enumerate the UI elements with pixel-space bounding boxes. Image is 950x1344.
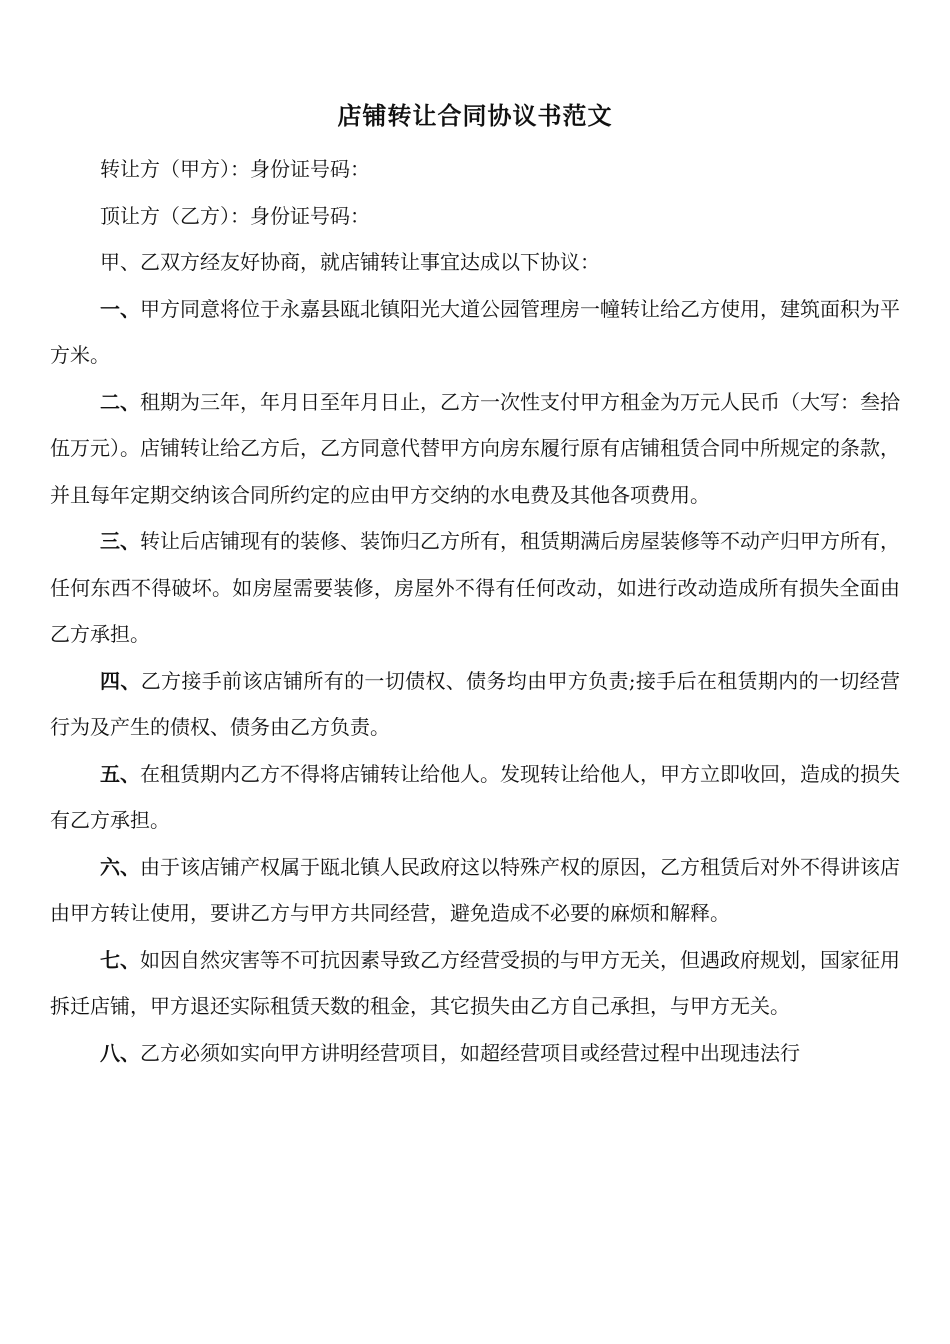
clause-number: 三、 <box>100 529 140 553</box>
clause-text: 如因自然灾害等不可抗因素导致乙方经营受损的与甲方无关，但遇政府规划，国家征用拆迁店铺，甲方退还实际租赁天数的租金，其它损失由乙方自己承担，与甲方无关。 <box>50 947 900 1018</box>
clause-text: 由于该店铺产权属于瓯北镇人民政府这以特殊产权的原因，乙方租赁后对外不得讲该店由甲方转让使用，要讲乙方与甲方共同经营，避免造成不必要的麻烦和解释。 <box>50 854 900 925</box>
clause-5 <box>50 751 900 844</box>
clause-2 <box>50 379 900 519</box>
clause-text: 在租赁期内乙方不得将店铺转让给他人。发现转让给他人，甲方立即收回，造成的损失有乙方承担。 <box>50 761 900 832</box>
clause-text: 转让后店铺现有的装修、装饰归乙方所有，租赁期满后房屋装修等不动产归甲方所有，任何东西不得破坏。如房屋需要装修，房屋外不得有任何改动，如进行改动造成所有损失全面由乙方承担。 <box>50 529 900 646</box>
clause-text: 租期为三年，年月日至年月日止，乙方一次性支付甲方租金为万元人民币（大写：叁拾伍万元）。店铺转让给乙方后，乙方同意代替甲方向房东履行原有店铺租赁合同中所规定的条款，并且每年定期交纳该合同所约定的应由甲方交纳的水电费及其他各项费用。 <box>50 389 900 507</box>
clause-number: 一、 <box>100 296 140 321</box>
clause-number: 五、 <box>100 761 140 786</box>
clause-text: 乙方必须如实向甲方讲明经营项目，如超经营项目或经营过程中出现违法行 <box>140 1040 800 1065</box>
document-title: 店铺转让合同协议书范文 <box>337 101 613 130</box>
clause-4 <box>50 658 900 751</box>
clause-3 <box>50 518 900 658</box>
transferee-line: 顶让方（乙方）：身份证号码： <box>100 203 370 228</box>
clause-8 <box>50 1030 900 1077</box>
clause-text: 甲方同意将位于永嘉县瓯北镇阳光大道公园管理房一幢转让给乙方使用，建筑面积为平方米。 <box>50 296 900 367</box>
clause-number: 四、 <box>100 668 141 693</box>
clause-number: 二、 <box>100 389 140 414</box>
clause-number: 八、 <box>100 1040 140 1065</box>
clause-number: 六、 <box>100 854 140 879</box>
clause-6 <box>50 844 900 937</box>
document-body <box>50 146 900 1076</box>
clause-7 <box>50 937 900 1030</box>
transferor-line: 转让方（甲方）：身份证号码： <box>100 157 370 181</box>
clause-1 <box>50 286 900 379</box>
agreement-intro: 甲、乙双方经友好协商，就店铺转让事宜达成以下协议： <box>100 250 600 274</box>
clause-number: 七、 <box>100 947 140 972</box>
clause-text: 乙方接手前该店铺所有的一切债权、债务均由甲方负责;接手后在租赁期内的一切经营行为及产生的债权、债务由乙方负责。 <box>50 668 900 739</box>
